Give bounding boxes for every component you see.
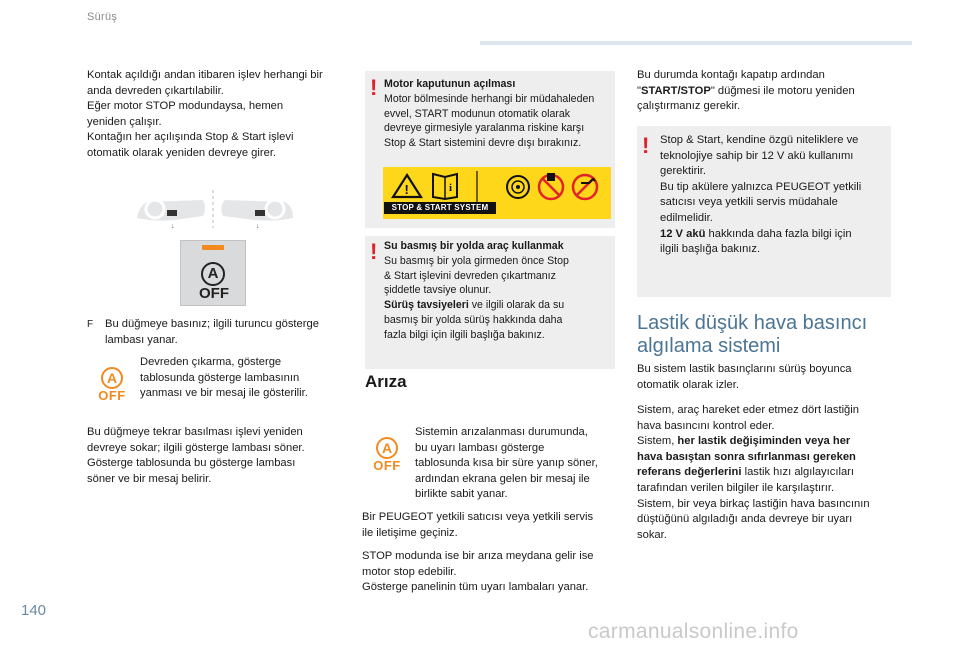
flooded-road-warning-text: Su basmış bir yolda araç kullanmak Su basmış bir yola girmeden önce Stop & Start işlevini devreden çıkartmanız şiddetle tavsiye olunur. Sürüş tavsiyeleri ve ilgili olarak da su basmış bir yolda sürüş hakkında daha fazla bilgi için ilgili başlığa bakınız.: [384, 240, 569, 341]
auto-a-icon: A: [201, 262, 225, 286]
tyre-pressure-section-title: Lastik düşük hava basıncı algılama sistemi: [637, 312, 868, 357]
dealer-contact-text: Bir PEUGEOT yetkili satıcısı veya yetkili servis ile iletişime geçiniz.: [362, 511, 594, 539]
svg-text:↓: ↓: [171, 223, 175, 230]
stop-start-off-button[interactable]: [180, 240, 246, 306]
svg-text:↓: ↓: [256, 223, 260, 230]
indicator-description: Devreden çıkarma, gösterge tablosunda gösterge lambasının yanması ve bir mesaj ile gösterilir.: [140, 356, 308, 400]
press-instruction: Bu düğmeye basınız; ilgili turuncu gösterge lambası yanar.: [105, 318, 319, 346]
orange-led-indicator: [202, 245, 224, 250]
reactivation-text: Bu düğmeye tekrar basılması işlevi yeniden devreye sokar; ilgili gösterge lambası söner. Gösterge tablosunda bu gösterge lambası söner ve bir mesaj belirir.: [87, 426, 305, 485]
fault-section-title: Arıza: [365, 372, 407, 391]
watermark: carmanualsonline.info: [588, 620, 799, 643]
header-rule: [480, 41, 912, 45]
bonnet-warning-text: Motor kaputunun açılması Motor bölmesinde herhangi bir müdahaleden evvel, START modunun otomatik olarak devreye girmesiyle yaralanma riskine karşı Stop & Start sistemini devre dışı bırakınız.: [384, 78, 595, 150]
stop-mode-fault-text: STOP modunda ise bir arıza meydana gelir ise motor stop edebilir. Gösterge panelinin tüm uyarı lambaları yanar.: [362, 550, 594, 594]
battery-warning-text: Stop & Start, kendine özgü niteliklere ve teknolojiye sahip bir 12 V akü kullanımı gerektirir. Bu tip akülere yalnızca PEUGEOT yetkili satıcısı veya yetkili servis müdahale edilmelidir. 12 V akü hakkında daha fazla bilgi için ilgili başlığa bakınız.: [660, 134, 862, 256]
intro-text: Kontak açıldığı andan itibaren işlev herhangi bir anda devreden çıkartılabilir. Eğer motor STOP modundaysa, hemen yeniden çalışır. Kontağın her açılışında Stop & Start işlevi otomatik olarak yeniden devreye girer.: [87, 69, 323, 159]
bullet-marker: F: [87, 319, 94, 330]
fault-description: Sistemin arızalanması durumunda, bu uyarı lambası gösterge tablosunda kısa bir süre yanıp söner, ardından ekrana gelen bir mesaj ile birlikte sabit yanar.: [415, 426, 598, 501]
warning-exclamation-icon: !: [642, 133, 650, 158]
stop-start-off-warning-light-icon: A OFF: [97, 367, 127, 403]
tyre-system-intro: Bu sistem lastik basınçlarını sürüş boyunca otomatik olarak izler.: [637, 363, 852, 391]
stop-start-fault-light-icon: A OFF: [372, 437, 402, 473]
warning-exclamation-icon: !: [370, 75, 378, 100]
tyre-system-description: Sistem, araç hareket eder etmez dört lastiğin hava basıncını kontrol eder. Sistem, her lastik değişiminden veya her hava basıştan sonra sıfırlanması gereken referans değerlerini lastik hızı algılayıcıları tarafından verilen bilgiler ile karşılaştırır. Sistem, bir veya birkaç lastiğin hava basıncının düştüğünü algıladığı anda devreye bir uyarı sokar.: [637, 404, 870, 541]
svg-text:i: i: [449, 182, 453, 194]
section-header: Sürüş: [87, 11, 118, 23]
warning-exclamation-icon: !: [370, 239, 378, 264]
restart-instruction: Bu durumda kontağı kapatıp ardından "START/STOP" düğmesi ile motoru yeniden çalıştırmanız gerekir.: [637, 69, 855, 113]
svg-text:!: !: [404, 182, 409, 197]
steering-wheels-illustration: [135, 188, 295, 230]
page-number: 140: [21, 602, 47, 619]
stop-start-system-text: STOP & START SYSTEM: [384, 202, 496, 214]
button-off-label: OFF: [199, 285, 229, 302]
